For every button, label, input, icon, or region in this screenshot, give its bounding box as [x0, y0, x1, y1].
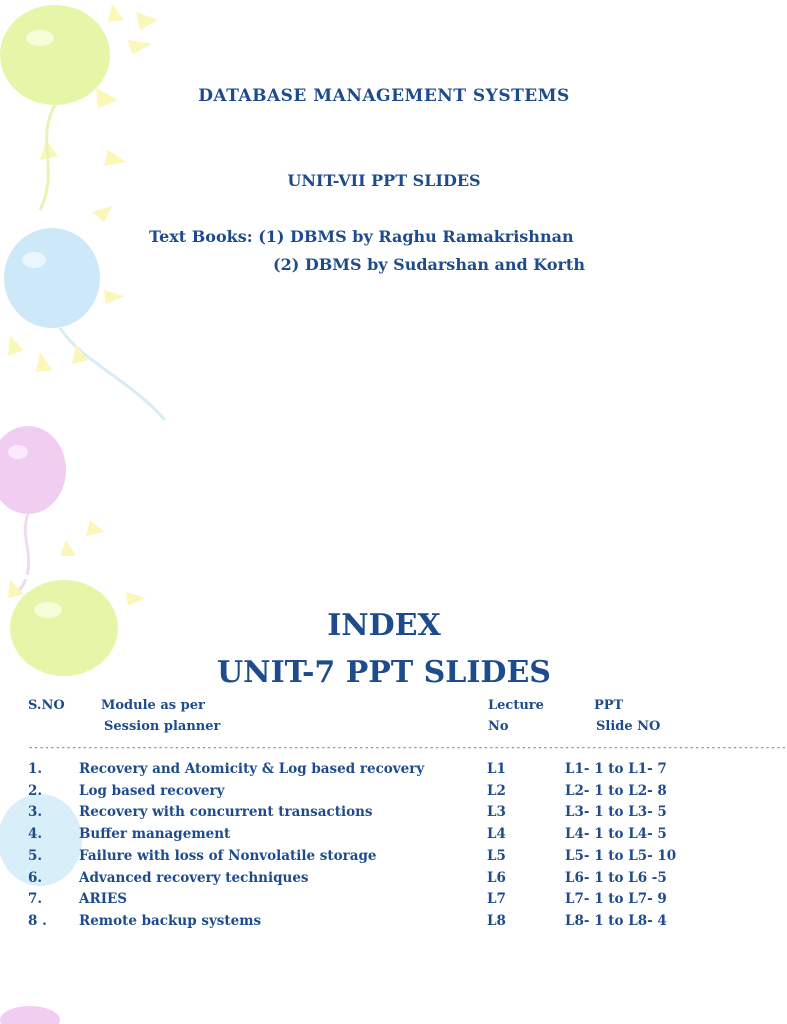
row-slides: L3- 1 to L3- 5: [565, 804, 667, 821]
row-module: Recovery and Atomicity & Log based recovery: [79, 761, 425, 777]
table-row: [0, 826, 768, 846]
row-module: ARIES: [79, 891, 128, 908]
header-sno: S.NO: [28, 698, 65, 713]
row-slides: L8- 1 to L8- 4: [565, 912, 667, 929]
table-row: [0, 848, 768, 868]
row-lecture: L6: [487, 869, 506, 886]
row-lecture: L7: [487, 891, 506, 908]
table-row: [0, 783, 768, 803]
row-lecture: L4: [487, 826, 506, 843]
header-ppt-line2: Slide NO: [596, 719, 661, 734]
balloon-highlight: [22, 252, 46, 268]
table-row: [0, 761, 768, 781]
page-title: DATABASE MANAGEMENT SYSTEMS: [198, 86, 570, 106]
header-lecture-line2: No: [488, 719, 509, 734]
slide-divider: [0, 575, 768, 579]
unit-label: UNIT-VII PPT SLIDES: [287, 171, 481, 190]
row-sno: 2.: [28, 782, 43, 799]
table-row: [0, 870, 768, 890]
index-subheading: UNIT-7 PPT SLIDES: [217, 655, 551, 690]
row-module: Recovery with concurrent transactions: [79, 804, 373, 821]
balloon-highlight: [26, 30, 54, 46]
row-slides: L1- 1 to L1- 7: [565, 761, 667, 777]
header-module-line1: Module as per: [101, 698, 205, 713]
sun-rays-low: [60, 520, 104, 556]
row-lecture: L2: [487, 782, 506, 799]
balloon-blue: [4, 228, 100, 328]
balloon-pink-bottom: [0, 1006, 60, 1024]
table-row: [0, 804, 768, 824]
row-slides: L7- 1 to L7- 9: [565, 891, 667, 908]
row-module: Advanced recovery techniques: [79, 869, 309, 886]
header-lecture-line1: Lecture: [488, 698, 544, 713]
header-ppt-line1: PPT: [594, 698, 624, 713]
row-slides: L2- 1 to L2- 8: [565, 782, 667, 799]
row-slides: L4- 1 to L4- 5: [565, 826, 667, 843]
balloon-string: [60, 328, 165, 420]
row-sno: 4.: [28, 826, 43, 843]
table-row: [0, 891, 768, 911]
row-sno: 6.: [28, 869, 43, 886]
row-sno: 8 .: [28, 912, 47, 929]
row-sno: 1.: [28, 761, 43, 777]
balloon-pink: [0, 426, 66, 514]
textbook-line-2: (2) DBMS by Sudarshan and Korth: [273, 255, 585, 274]
row-sno: 7.: [28, 891, 43, 908]
table-separator: --------------------------------------------------------------------------------------------------------------------------------------------: [28, 743, 787, 753]
row-lecture: L3: [487, 804, 506, 821]
balloon-highlight: [8, 445, 28, 459]
table-row: [0, 913, 768, 933]
row-module: Buffer management: [79, 826, 231, 843]
textbook-line-1: Text Books: (1) DBMS by Raghu Ramakrishnan: [149, 227, 574, 246]
row-sno: 5.: [28, 847, 43, 864]
row-sno: 3.: [28, 804, 43, 821]
row-slides: L6- 1 to L6 -5: [565, 869, 667, 886]
row-lecture: L5: [487, 847, 506, 864]
row-module: Remote backup systems: [79, 912, 262, 929]
row-module: Failure with loss of Nonvolatile storage: [79, 847, 377, 864]
header-module-line2: Session planner: [104, 719, 221, 734]
row-module: Log based recovery: [79, 782, 225, 799]
index-heading: INDEX: [327, 608, 441, 643]
row-lecture: L8: [487, 912, 506, 929]
row-lecture: L1: [487, 761, 506, 777]
row-slides: L5- 1 to L5- 10: [565, 847, 677, 864]
